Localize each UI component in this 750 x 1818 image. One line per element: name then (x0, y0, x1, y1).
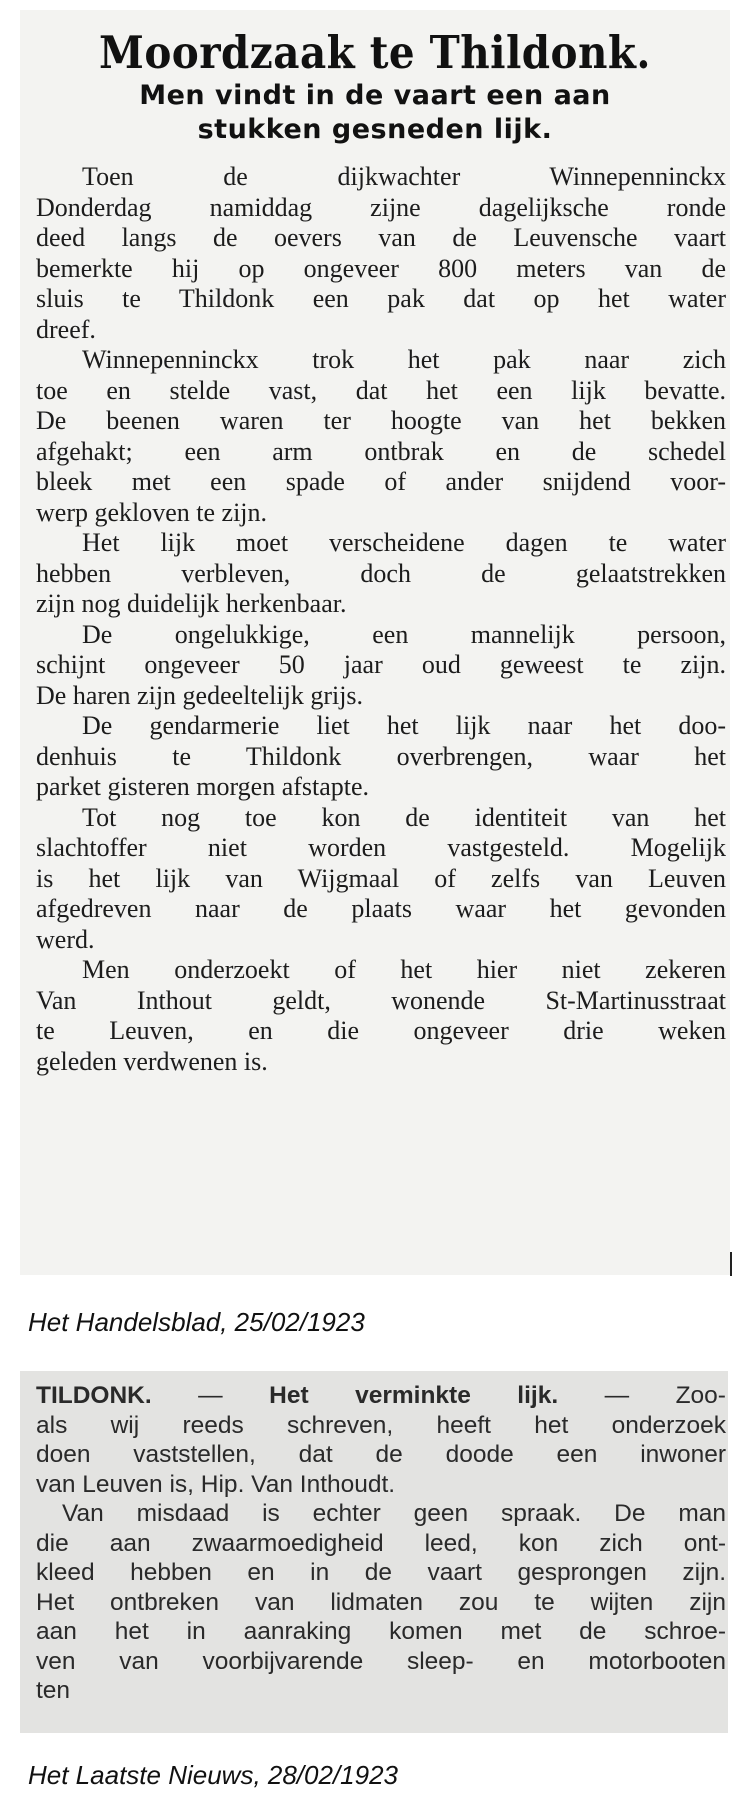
text-line: toe en stelde vast, dat het een lijk bevatte. (36, 375, 726, 405)
text-line: Men onderzoekt of het hier niet zekeren (82, 955, 726, 984)
text-line: te Leuven, en die ongeveer drie weken (36, 1016, 726, 1045)
text-line: denhuis te Thildonk overbrengen, waar het (36, 741, 726, 771)
text-line: Van misdaad is echter geen spraak. De man (62, 1500, 726, 1527)
article-headline: Moordzaak te Thildonk. (99, 26, 651, 79)
text-line: slachtoffer niet worden vastgesteld. Mogelijk (36, 833, 726, 862)
text-line: De ongelukkige, een mannelijk persoon, (82, 619, 726, 649)
text-line: bleek met een spade of ander snijdend voor- (36, 467, 726, 496)
article-body (36, 1381, 726, 1706)
newspaper-clipping-laatste-nieuws (20, 1371, 728, 1733)
article-paragraph (36, 803, 726, 956)
article-paragraph (36, 162, 726, 345)
text-line: sluis te Thildonk een pak dat op het water (36, 284, 726, 313)
text-line: is het lijk van Wijgmaal of zelfs van Leuven (36, 863, 726, 893)
text-line: aan het in aanraking komen met de schroe- (36, 1618, 726, 1645)
text-line: afgedreven naar de plaats waar het gevonden (36, 894, 726, 923)
text-line: die aan zwaarmoedigheid leed, kon zich ont- (36, 1529, 726, 1557)
text-line: geleden verdwenen is. (36, 1046, 268, 1076)
text-line: dreef. (36, 314, 96, 344)
subheadline-line: stukken gesneden lijk. (197, 114, 553, 145)
article-paragraph (36, 620, 726, 712)
article-paragraph (36, 955, 726, 1077)
source-caption: Het Laatste Nieuws, 28/02/1923 (28, 1760, 399, 1790)
article-place: TILDONK. (36, 1382, 152, 1409)
newspaper-clipping-handelsblad (20, 10, 730, 1275)
text-line: Toen de dijkwachter Winnepenninckx (82, 162, 726, 191)
lead-separator: — (558, 1382, 676, 1409)
text-line: van Leuven is, Hip. Van Inthoudt. (36, 1470, 396, 1498)
article-title: Het verminkte lijk. (269, 1382, 559, 1409)
article-paragraph (36, 528, 726, 620)
lead-text: Zoo- (675, 1382, 726, 1409)
text-line: doen vaststellen, dat de doode een inwoner (36, 1441, 726, 1468)
text-line: De gendarmerie liet het lijk naar het doo- (82, 711, 726, 740)
text-line: kleed hebben en in de vaart gesprongen zijn. (36, 1559, 726, 1586)
article-paragraph (36, 345, 726, 528)
text-line: schijnt ongeveer 50 jaar oud geweest te zijn. (36, 650, 726, 679)
text-line: De beenen waren ter hoogte van het bekken (36, 406, 726, 435)
text-line: Winnepenninckx trok het pak naar zich (82, 345, 726, 374)
text-line: Het lijk moet verscheidene dagen te water (82, 528, 726, 557)
article-body (36, 162, 726, 1077)
text-line: werp gekloven te zijn. (36, 497, 268, 527)
text-line: als wij reeds schreven, heeft het onderzoek (36, 1411, 726, 1439)
text-line: Van Inthout geldt, wonende St-Martinusstraat (36, 985, 726, 1015)
text-line: Tot nog toe kon de identiteit van het (82, 802, 726, 832)
subheadline-line: Men vindt in de vaart een aan (139, 80, 611, 111)
text-line: Donderdag namiddag zijne dagelijksche ronde (36, 192, 726, 222)
text-line: Het ontbreken van lidmaten zou te wijten zijn (36, 1588, 726, 1616)
article-lead-line (36, 1381, 726, 1411)
lead-separator: — (151, 1382, 270, 1409)
text-line: ten (36, 1677, 71, 1704)
article-paragraph (36, 1411, 726, 1500)
text-line: werd. (36, 924, 95, 954)
article-paragraph (36, 1499, 726, 1706)
text-line: afgehakt; een arm ontbrak en de schedel (36, 436, 726, 466)
text-line: zijn nog duidelijk herkenbaar. (36, 589, 347, 618)
text-line: deed langs de oevers van de Leuvensche vaart (36, 223, 726, 252)
source-caption: Het Handelsblad, 25/02/1923 (28, 1307, 365, 1337)
text-line: ven van voorbijvarende sleep- en motorbooten (36, 1647, 726, 1675)
text-line: hebben verbleven, doch de gelaatstrekken (36, 558, 726, 588)
article-subheadline (20, 79, 730, 147)
scan-mark (730, 1252, 732, 1276)
text-line: De haren zijn gedeeltelijk grijs. (36, 680, 364, 710)
text-line: parket gisteren morgen afstapte. (36, 772, 370, 801)
article-paragraph (36, 711, 726, 803)
text-line: bemerkte hij op ongeveer 800 meters van de (36, 253, 726, 283)
